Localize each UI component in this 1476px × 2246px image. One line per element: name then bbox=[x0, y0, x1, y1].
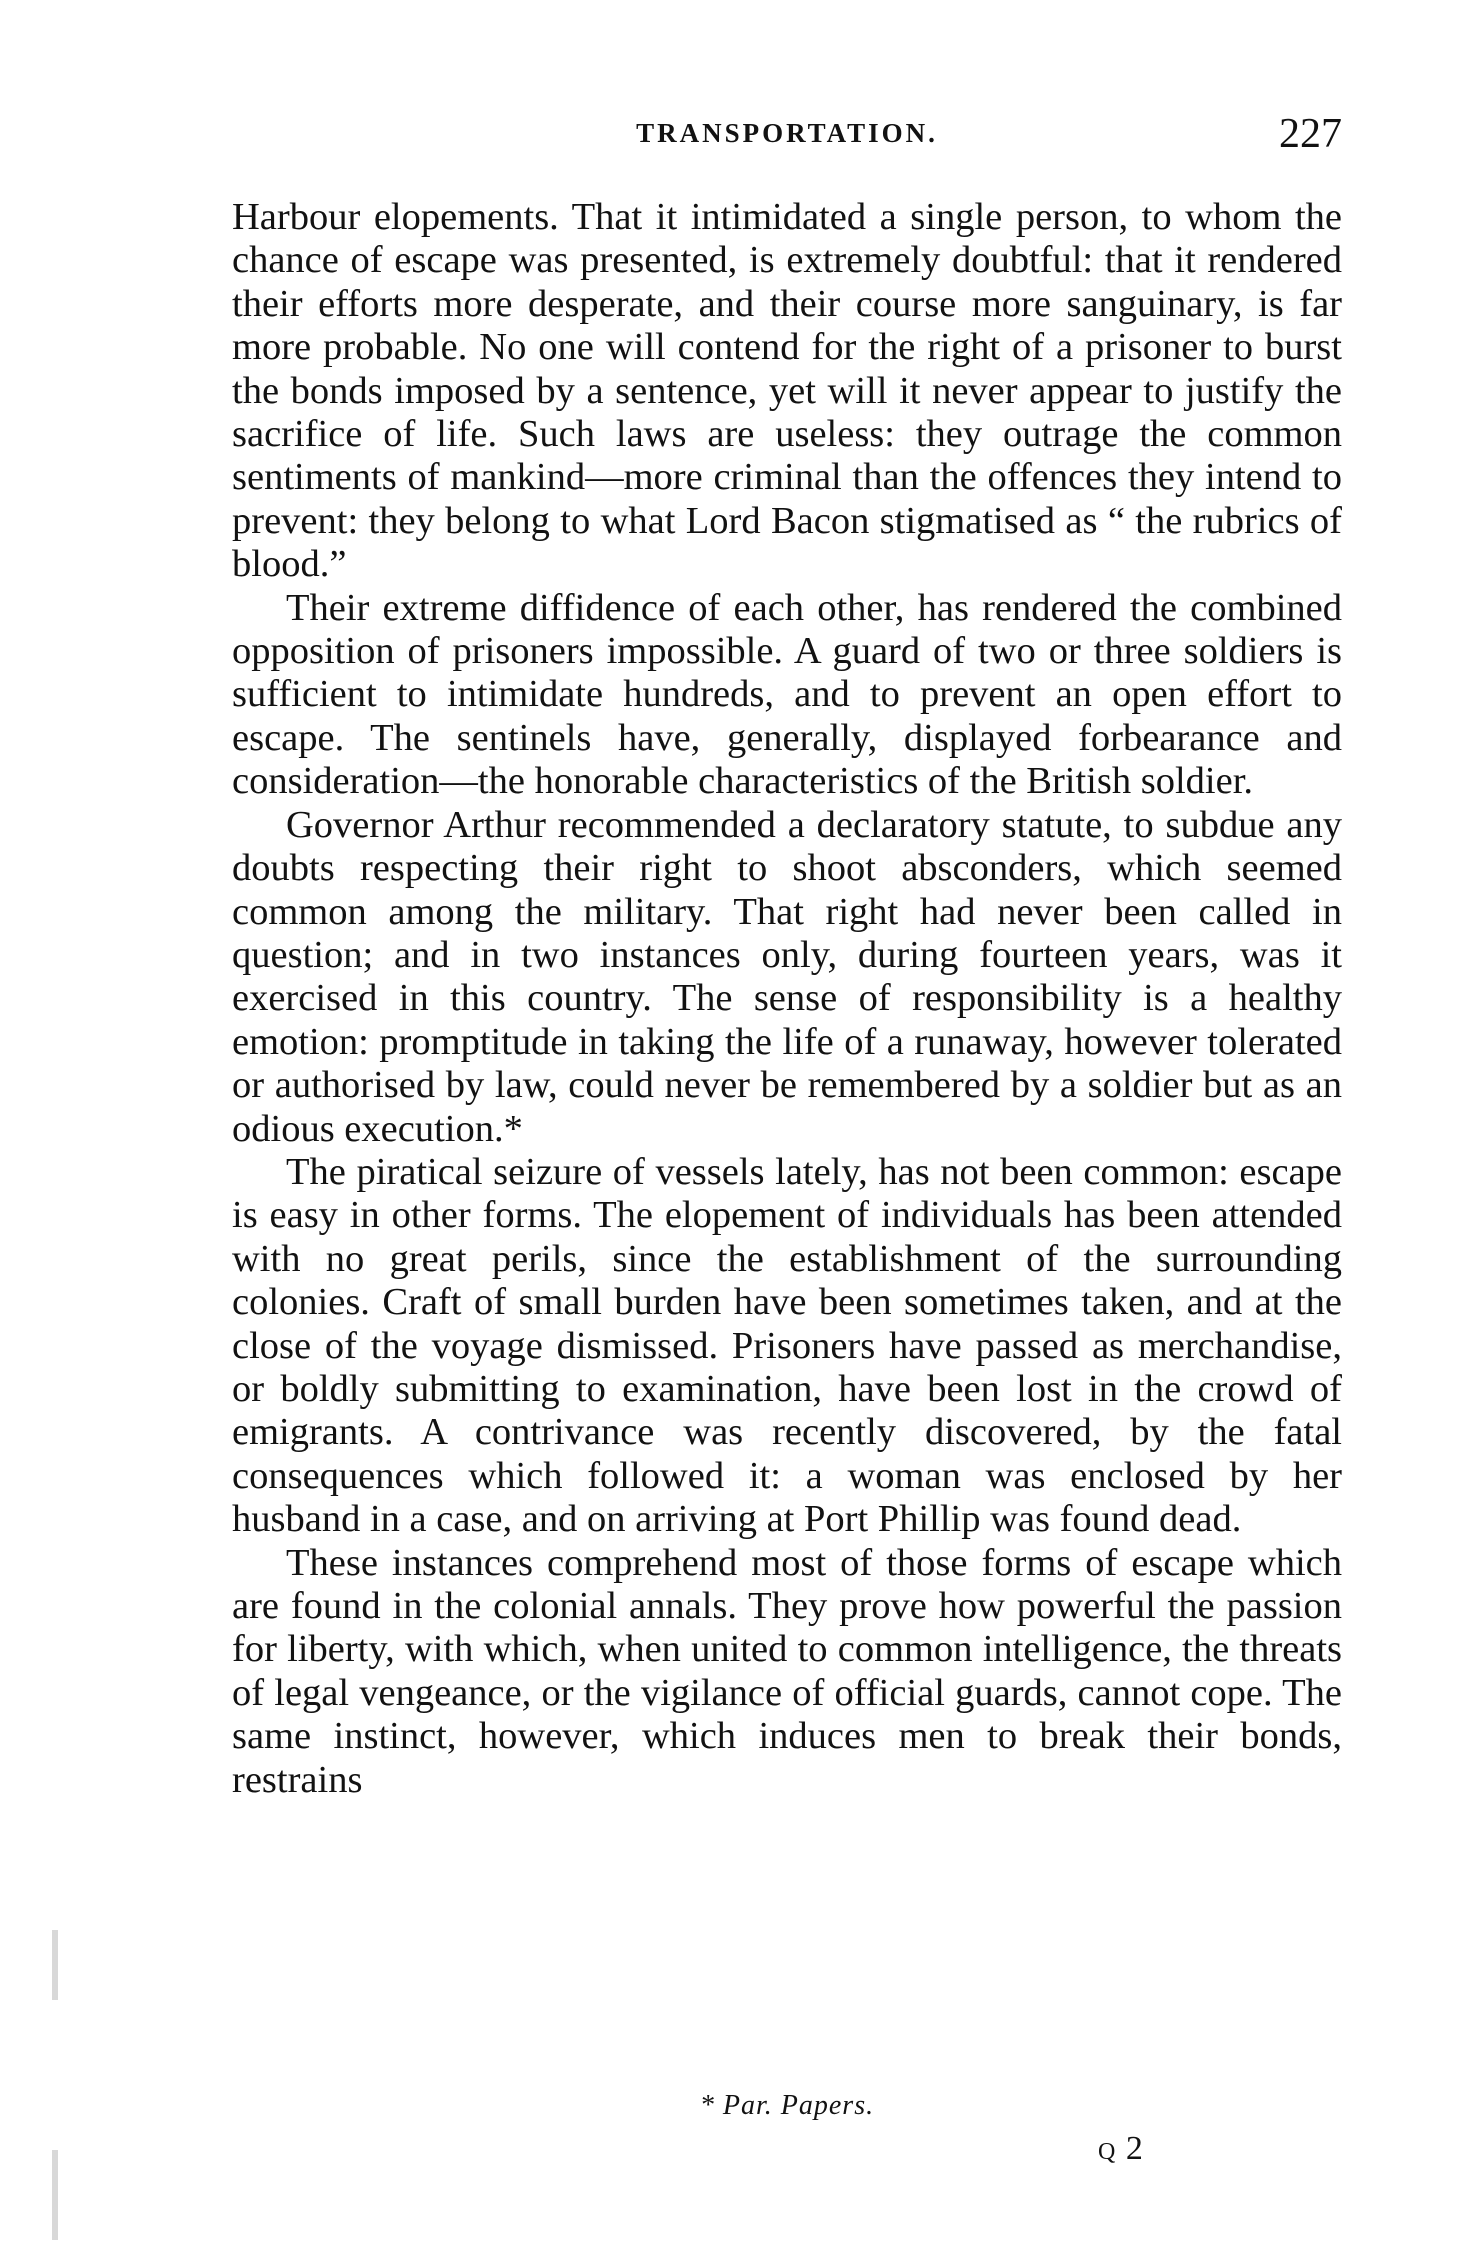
paragraph: Harbour elopements. That it intimidated a single person, to whom the chance of escape was presented, is extremely doubtful: that it rendered their efforts more desperate, and their course more sanguinary, is far more probable. No one will contend for the right of a prisoner to burst the bonds imposed by a sentence, yet will it never appear to justify the sacrifice of life. Such laws are useless: they outrage the common sentiments of mankind—more criminal than the offences they intend to prevent: they belong to what Lord Bacon stigmatised as “ the rubrics of blood.” bbox=[232, 196, 1342, 586]
paragraph: Their extreme diffidence of each other, has rendered the combined opposition of prisoners impossible. A guard of two or three soldiers is sufficient to intimidate hundreds, and to prevent an open effort to escape. The sentinels have, generally, displayed forbearance and consideration—the honorable characteristics of the British soldier. bbox=[232, 586, 1342, 803]
paragraph: Governor Arthur recommended a declaratory statute, to subdue any doubts respecting their right to shoot absconders, which seemed common among the military. That right had never been called in question; and in two instances only, during fourteen years, was it exercised in this country. The sense of responsibility is a healthy emotion: promptitude in taking the life of a runaway, however tolerated or authorised by law, could never be remembered by a soldier but as an odious execution.* bbox=[232, 803, 1342, 1150]
scan-edge-mark bbox=[52, 1930, 58, 2000]
paragraph: These instances comprehend most of those forms of escape which are found in the colonial annals. They prove how powerful the passion for liberty, with which, when united to common intelligence, the threats of legal vengeance, or the vigilance of official guards, cannot cope. The same instinct, however, which induces men to break their bonds, restrains bbox=[232, 1541, 1342, 1801]
footnote: * Par. Papers. bbox=[699, 2090, 875, 2121]
signature-letter: Q bbox=[1098, 2139, 1118, 2165]
page-number: 227 bbox=[1279, 111, 1342, 157]
scan-edge-mark bbox=[52, 2150, 58, 2240]
running-head bbox=[232, 112, 1342, 162]
paragraph: The piratical seizure of vessels lately, has not been common: escape is easy in other forms. The elopement of individuals has been attended with no great perils, since the establishment of the surrounding colonies. Craft of small burden have been sometimes taken, and at the close of the voyage dismissed. Prisoners have passed as merchandise, or boldly submitting to examination, have been lost in the crowd of emigrants. A contrivance was recently discovered, by the fatal consequences which followed it: a woman was enclosed by her husband in a case, and on arriving at Port Phillip was found dead. bbox=[232, 1150, 1342, 1541]
running-title: TRANSPORTATION. bbox=[636, 118, 938, 148]
footnote-area bbox=[232, 2090, 1342, 2140]
body-text bbox=[232, 196, 1342, 1802]
signature-mark bbox=[1098, 2130, 1143, 2168]
signature-number: 2 bbox=[1125, 2130, 1143, 2167]
